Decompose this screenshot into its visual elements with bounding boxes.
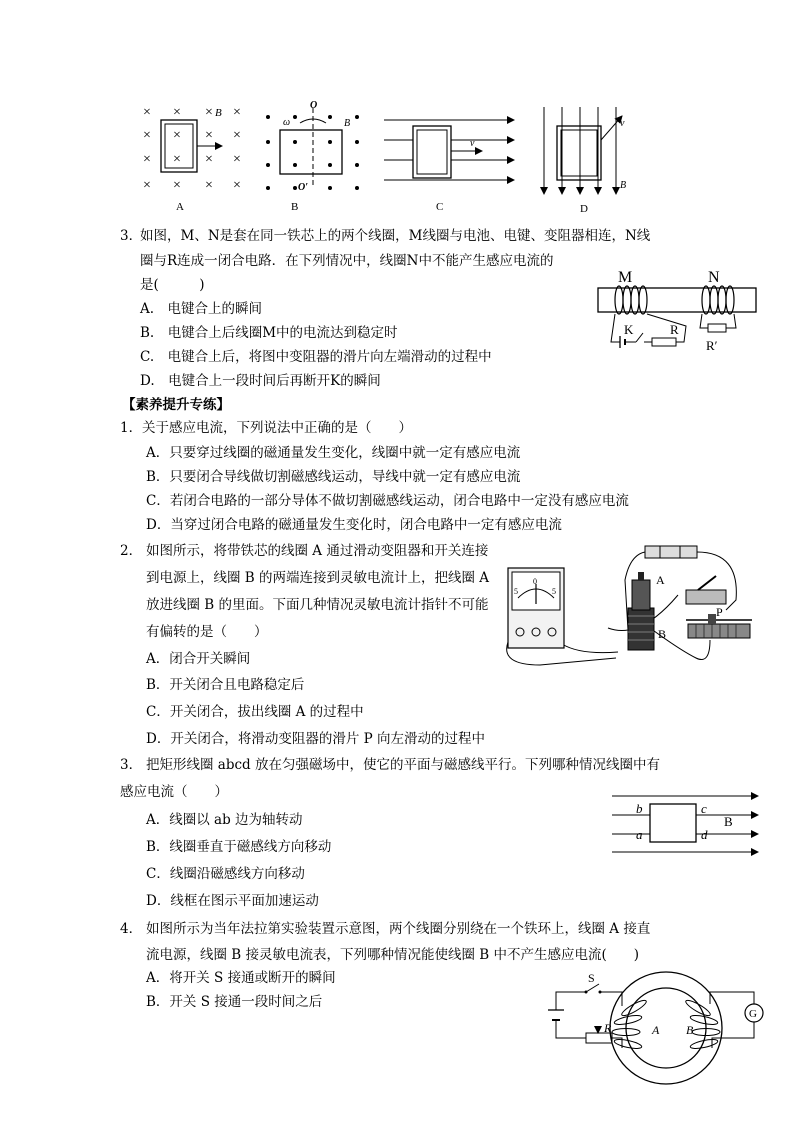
figure-a-label: A — [176, 201, 184, 213]
q4-fig-b-label: B — [686, 1023, 694, 1037]
svg-text:×: × — [173, 152, 181, 167]
q1-option-b: B．只要闭合导线做切割磁感线运动，导线中就一定有感应电流 — [146, 469, 521, 485]
q2-fig-rheostat — [688, 624, 750, 638]
figure-b-b-label: B — [344, 118, 351, 129]
q3a-fig-r-prime-label: R′ — [706, 338, 718, 353]
figure-b-coil — [280, 130, 342, 174]
q2-fig-switch — [686, 590, 726, 604]
q2-fig-p-label: P — [716, 605, 723, 619]
q1-option-a: A．只要穿过线圈的磁通量发生变化，线圈中就一定有感应电流 — [146, 445, 521, 461]
svg-text:×: × — [233, 128, 241, 143]
q3b-fig-d-label: d — [701, 827, 708, 842]
q4-fig-iron-ring-outer — [610, 972, 722, 1084]
svg-text:×: × — [143, 152, 151, 167]
q3a-fig-resistor-r-prime — [708, 324, 726, 332]
q4-fig-r-label: R — [604, 1021, 612, 1035]
q3b-option-b: B．线圈垂直于磁感线方向移动 — [146, 839, 332, 855]
section-title: 【素养提升专练】 — [122, 397, 230, 413]
q3b-stem-line2: 感应电流（ ） — [120, 784, 228, 800]
q1-number: 1． — [120, 420, 143, 436]
figure-b-o-prime-label: O′ — [298, 182, 309, 193]
q3a-option-a: A. 电键合上的瞬间 — [140, 301, 263, 317]
q4-fig-switch — [586, 984, 599, 992]
q2-fig-scale-left: 5 — [514, 587, 518, 596]
svg-text:×: × — [143, 105, 151, 120]
q2-stem-line4: 有偏转的是（ ） — [146, 624, 268, 640]
top-figures — [0, 0, 794, 220]
q3a-stem-line2: 圈与R连成一闭合电路．在下列情况中，线圈N中不能产生感应电流的 — [140, 253, 554, 269]
q4-fig-s-label: S — [588, 971, 595, 985]
q2-stem-line2: 到电源上，线圈 B 的两端连接到灵敏电流计上，把线圈 A — [146, 570, 490, 586]
q4-option-b: B．开关 S 接通一段时间之后 — [146, 994, 323, 1010]
figure-d-velocity-arrow — [601, 116, 622, 140]
q2-figure — [500, 540, 768, 670]
q2-option-c: C．开关闭合，拔出线圈 A 的过程中 — [146, 704, 364, 720]
q3a-fig-r-label: R — [670, 322, 679, 337]
q3b-fig-coil — [650, 804, 696, 842]
q2-fig-scale-right: 5 — [552, 587, 556, 596]
q3a-fig-k-label: K — [624, 322, 634, 337]
svg-text:×: × — [233, 152, 241, 167]
svg-text:×: × — [173, 128, 181, 143]
figure-b-label: B — [291, 201, 299, 213]
q4-fig-a-label: A — [652, 1023, 660, 1037]
q3a-fig-switch — [636, 333, 643, 342]
q2-fig-a-label: A — [656, 573, 665, 587]
q3b-option-c: C．线圈沿磁感线方向移动 — [146, 866, 305, 882]
svg-text:×: × — [143, 128, 151, 143]
figure-d-b-label: B — [620, 180, 627, 191]
q3a-fig-n-circuit — [700, 314, 736, 328]
q2-stem-line1: 如图所示，将带铁芯的线圈 A 通过滑动变阻器和开关连接 — [146, 543, 489, 559]
q2-fig-b-label: B — [658, 627, 667, 641]
q4-fig-coil-a — [612, 998, 648, 1050]
q3b-fig-field-label: B — [724, 814, 733, 829]
q4-stem-line2: 流电源，线圈 B 接灵敏电流表，下列哪种情况能使线圈 B 中不产生感应电流( ) — [146, 947, 640, 963]
svg-text:×: × — [233, 178, 241, 193]
q4-fig-g-label: G — [749, 1008, 757, 1020]
q2-fig-coil-a — [632, 580, 650, 610]
svg-text:×: × — [205, 152, 213, 167]
q3a-fig-coil-m — [615, 286, 647, 314]
figure-c-label: C — [436, 201, 444, 213]
q3b-option-d: D．线框在图示平面加速运动 — [146, 893, 319, 909]
figure-c-coil-outer — [413, 126, 451, 178]
figure-d-v-label: v — [620, 118, 625, 129]
q1-stem — [142, 416, 412, 436]
figure-c-v-label: v — [470, 138, 475, 149]
q3a-fig-m-label: M — [618, 269, 633, 286]
q3a-option-b: B. 电键合上后线圈M中的电流达到稳定时 — [140, 325, 398, 341]
q3a-fig-coil-n — [702, 286, 734, 314]
q3a-figure — [596, 266, 766, 356]
q2-option-a: A．闭合开关瞬间 — [146, 651, 251, 667]
svg-text:×: × — [205, 105, 213, 120]
q2-option-b: B．开关闭合且电路稳定后 — [146, 677, 305, 693]
figure-a-b-label: B — [215, 107, 222, 119]
svg-text:×: × — [173, 105, 181, 120]
q2-stem-line3: 放进线圈 B 的里面。下面几种情况灵敏电流计指针不可能 — [146, 597, 489, 613]
figure-a-crosses — [143, 105, 241, 193]
figure-b-o-label: O — [310, 100, 318, 111]
q3a-stem-line3: 是( ) — [140, 277, 205, 293]
q3b-figure — [610, 788, 770, 858]
q3b-fig-b-label: b — [636, 801, 643, 816]
q3a-fig-n-label: N — [708, 269, 720, 286]
svg-text:×: × — [233, 105, 241, 120]
svg-text:×: × — [173, 178, 181, 193]
q2-fig-coil-b — [628, 608, 654, 650]
figure-d-coil-inner — [561, 130, 597, 176]
svg-text:×: × — [143, 178, 151, 193]
q4-figure — [548, 970, 770, 1086]
q3b-number: 3． — [120, 757, 143, 773]
figure-d-field-lines — [544, 107, 616, 194]
q2-fig-scale-mid: 0 — [533, 577, 537, 586]
q1-option-c: C．若闭合电路的一部分导体不做切割磁感线运动，闭合电路中一定没有感应电流 — [146, 493, 629, 509]
q4-option-a: A．将开关 S 接通或断开的瞬间 — [146, 970, 336, 986]
figure-d-coil-outer — [557, 126, 601, 180]
q2-option-d: D．开关闭合，将滑动变阻器的滑片 P 向左滑动的过程中 — [146, 731, 485, 747]
q1-stem-suffix: （ ） — [358, 420, 412, 436]
figure-b-omega-label: ω — [283, 117, 291, 128]
q2-fig-battery — [645, 546, 697, 558]
q3b-fig-c-label: c — [701, 801, 707, 816]
figure-d-label: D — [580, 203, 588, 215]
q3b-option-a: A．线圈以 ab 边为轴转动 — [146, 812, 303, 828]
q3a-stem-line1: 如图，M、N是套在同一铁芯上的两个线圈，M线圈与电池、电键、变阻器相连，N线 — [140, 228, 651, 244]
q3a-option-c: C. 电键合上后，将图中变阻器的滑片向左端滑动的过程中 — [140, 349, 492, 365]
q3a-option-d: D. 电键合上一段时间后再断开K的瞬间 — [140, 373, 381, 389]
q4-fig-iron-ring-inner — [626, 988, 706, 1068]
svg-text:×: × — [205, 128, 213, 143]
q3b-fig-a-label: a — [636, 827, 643, 842]
q2-number: 2． — [120, 543, 143, 559]
q4-number: 4． — [120, 921, 143, 937]
q3a-number: 3． — [120, 228, 143, 244]
q3a-fig-rheostat — [652, 338, 676, 346]
q1-option-d: D．当穿过闭合电路的磁通量发生变化时，闭合电路中一定有感应电流 — [146, 517, 562, 533]
svg-text:×: × — [205, 178, 213, 193]
q4-stem-line1: 如图所示为当年法拉第实验装置示意图，两个线圈分别绕在一个铁环上，线圈 A 接直 — [146, 921, 651, 937]
q3b-stem-line1: 把矩形线圈 abcd 放在匀强磁场中，使它的平面与磁感线平行。下列哪种情况线圈中有 — [146, 757, 660, 773]
q1-stem-text: 关于感应电流，下列说法中正确的是 — [142, 420, 358, 436]
